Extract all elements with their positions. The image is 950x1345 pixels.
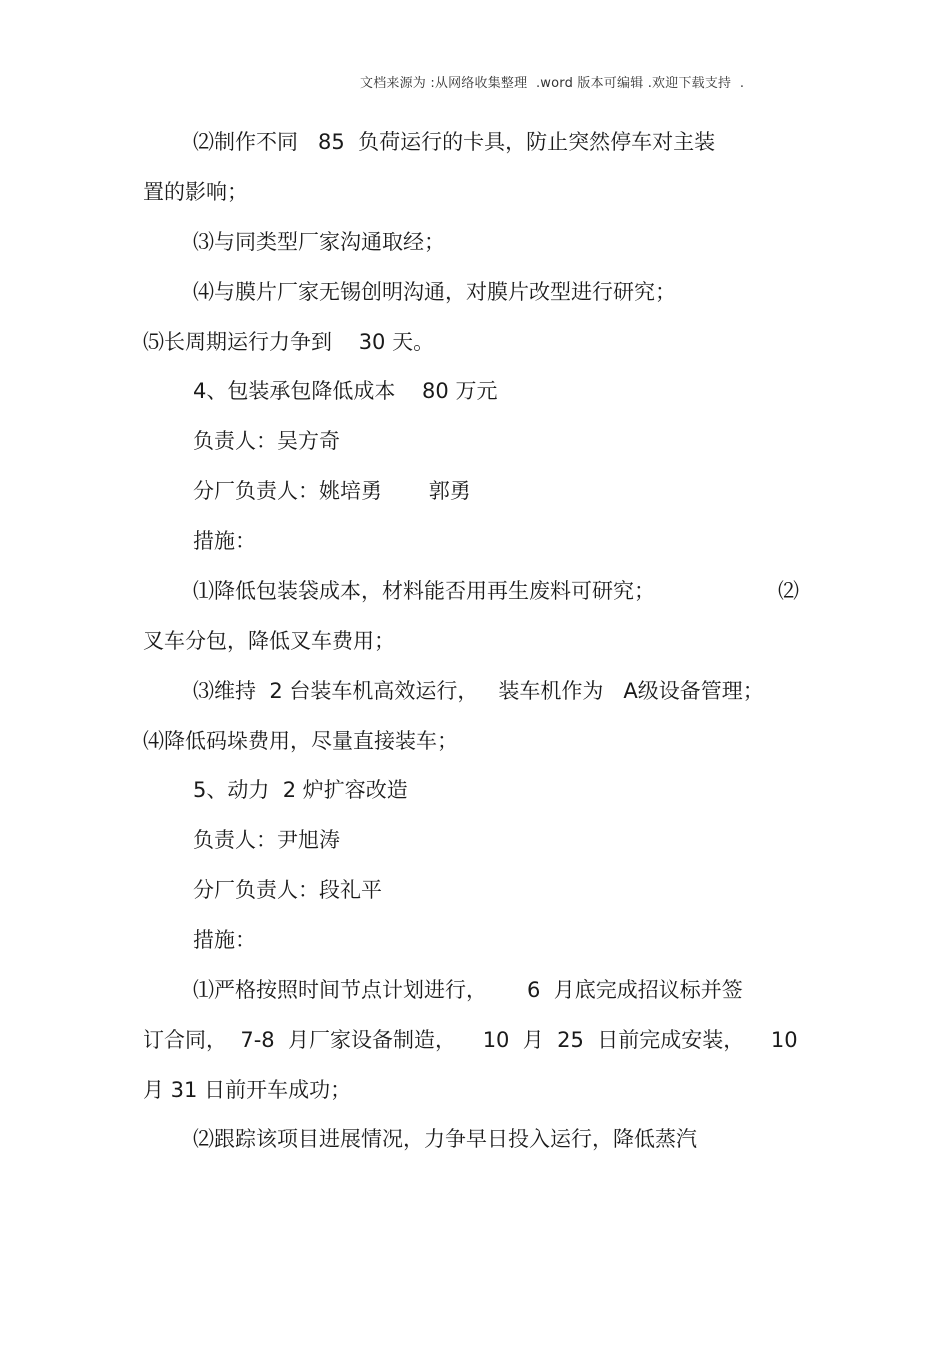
paragraph-line: ⑵跟踪该项目进展情况，力争早日投入运行，降低蒸汽	[193, 1127, 697, 1151]
paragraph-line-number: ⑵	[778, 579, 799, 603]
paragraph-line: ⑸长周期运行力争到 30 天。	[143, 330, 435, 354]
paragraph-line: ⑶维持 2 台装车机高效运行， 装车机作为 A级设备管理；	[193, 679, 764, 703]
branch-responsible-person: 分厂负责人：姚培勇 郭勇	[193, 479, 471, 503]
paragraph-line: ⑴降低包装袋成本，材料能否用再生废料可研究；	[193, 579, 655, 603]
page-header-note: 文档来源为 :从网络收集整理 .word 版本可编辑 .欢迎下载支持 .	[360, 76, 745, 91]
responsible-person: 负责人：吴方奇	[193, 429, 340, 453]
measures-label: 措施：	[193, 529, 256, 553]
paragraph-line: ⑷与膜片厂家无锡创明沟通，对膜片改型进行研究；	[193, 280, 676, 304]
paragraph-line: ⑵制作不同 85 负荷运行的卡具，防止突然停车对主装	[193, 130, 716, 154]
paragraph-line: 置的影响；	[143, 180, 248, 204]
responsible-person: 负责人：尹旭涛	[193, 828, 340, 852]
section-heading-4: 4、包装承包降低成本 80 万元	[193, 379, 498, 403]
measures-label: 措施：	[193, 928, 256, 952]
branch-responsible-person: 分厂负责人：段礼平	[193, 878, 382, 902]
paragraph-line: 叉车分包，降低叉车费用；	[143, 629, 395, 653]
section-heading-5: 5、动力 2 炉扩容改造	[193, 778, 408, 802]
paragraph-line: 订合同， 7-8 月厂家设备制造， 10 月 25 日前完成安装， 10	[143, 1028, 798, 1052]
paragraph-line: 月 31 日前开车成功；	[143, 1078, 352, 1102]
paragraph-line: ⑷降低码垛费用，尽量直接装车；	[143, 729, 458, 753]
paragraph-line: ⑶与同类型厂家沟通取经；	[193, 230, 445, 254]
paragraph-line: ⑴严格按照时间节点计划进行， 6 月底完成招议标并签	[193, 978, 743, 1002]
